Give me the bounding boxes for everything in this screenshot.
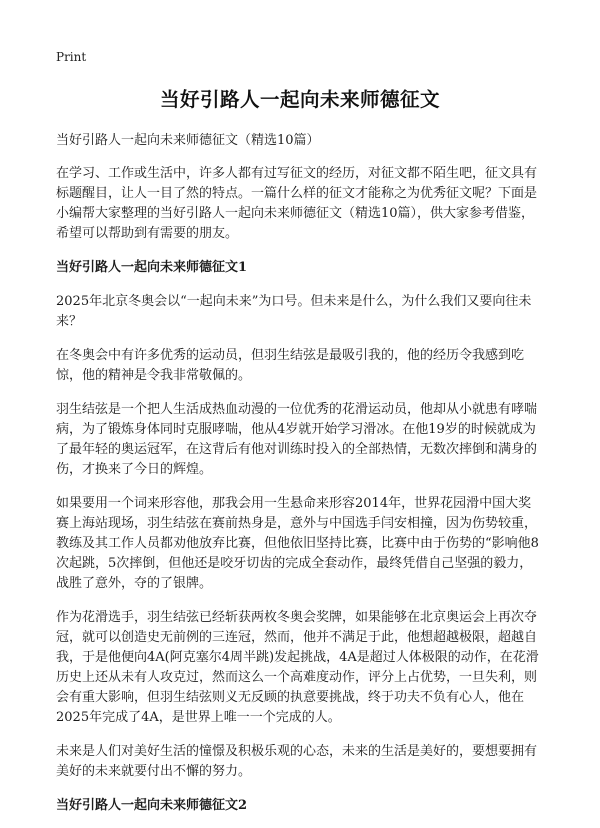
section1-paragraph-6: 未来是人们对美好生活的憧憬及积极乐观的心态，未来的生活是美好的，要想要拥有美好的未来就要付出不懈的努力。 <box>56 744 538 779</box>
intro-paragraph: 在学习、工作或生活中，许多人都有过写征文的经历，对征文都不陌生吧，征文具有标题醒目，让人一目了然的特点。一篇什么样的征文才能称之为优秀征文呢？下面是小编帮大家整理的当好引路人一起向未来师德征文（精选10篇），供大家参考借鉴，希望可以帮助到有需要的朋友。 <box>56 166 538 241</box>
section1-paragraph-1: 2025年北京冬奥会以“一起向未来”为口号。但未来是什么，为什么我们又要向往未来？ <box>56 294 532 329</box>
section1-paragraph-4: 如果要用一个词来形容他，那我会用一生悬命来形容2014年，世界花园滑中国大奖赛上海站现场，羽生结弦在赛前热身是，意外与中国选手闫安相撞，因为伤势较重，教练及其工作人员都劝他放弃比赛，但他依旧坚持比赛，比赛中由于伤势的“影响他8次起跳，5次摔倒，但他还是咬牙切齿的完成全套动作，最终凭借自己坚强的毅力，战胜了意外，夺的了银牌。 <box>56 496 539 591</box>
section-heading-1: 当好引路人一起向未来师德征文1 <box>56 260 248 275</box>
section1-paragraph-5: 作为花滑选手，羽生结弦已经斩获两枚冬奥会奖牌，如果能够在北京奥运会上再次夺冠，就可以创造史无前例的三连冠，然而，他并不满足于此，他想超越极限，超越自我，于是他便向4A(阿克塞尔4周半跳)发起挑战，4A是超过人体极限的动作，在花滑历史上还从未有人攻克过，然而这么一个高难度动作，评分上占优势，一旦失利，则会有重大影响，但羽生结弦则义无反顾的执意要挑战，终于功夫不负有心人，他在2025年完成了4A，是世界上唯一一个完成的人。 <box>56 610 539 725</box>
page-title: 当好引路人一起向未来师德征文 <box>159 88 440 111</box>
print-link[interactable]: Print <box>56 50 87 64</box>
section1-paragraph-2: 在冬奥会中有许多优秀的运动员，但羽生结弦是最吸引我的，他的经历令我感到吃惊，他的精神是令我非常敬佩的。 <box>56 348 525 383</box>
article-subtitle: 当好引路人一起向未来师德征文（精选10篇） <box>56 133 320 148</box>
section1-paragraph-3: 羽生结弦是一个把人生活成热血动漫的一位优秀的花滑运动员，他却从小就患有哮喘病，为了锻炼身体同时克服哮喘，他从4岁就开始学习滑冰。在他19岁的时候就成为了最年轻的奥运冠军，在这背后有他对训练时投入的全部热情，无数次摔倒和满身的伤，才换来了今日的辉煌。 <box>56 402 538 477</box>
section-heading-2: 当好引路人一起向未来师德征文2 <box>56 798 248 813</box>
